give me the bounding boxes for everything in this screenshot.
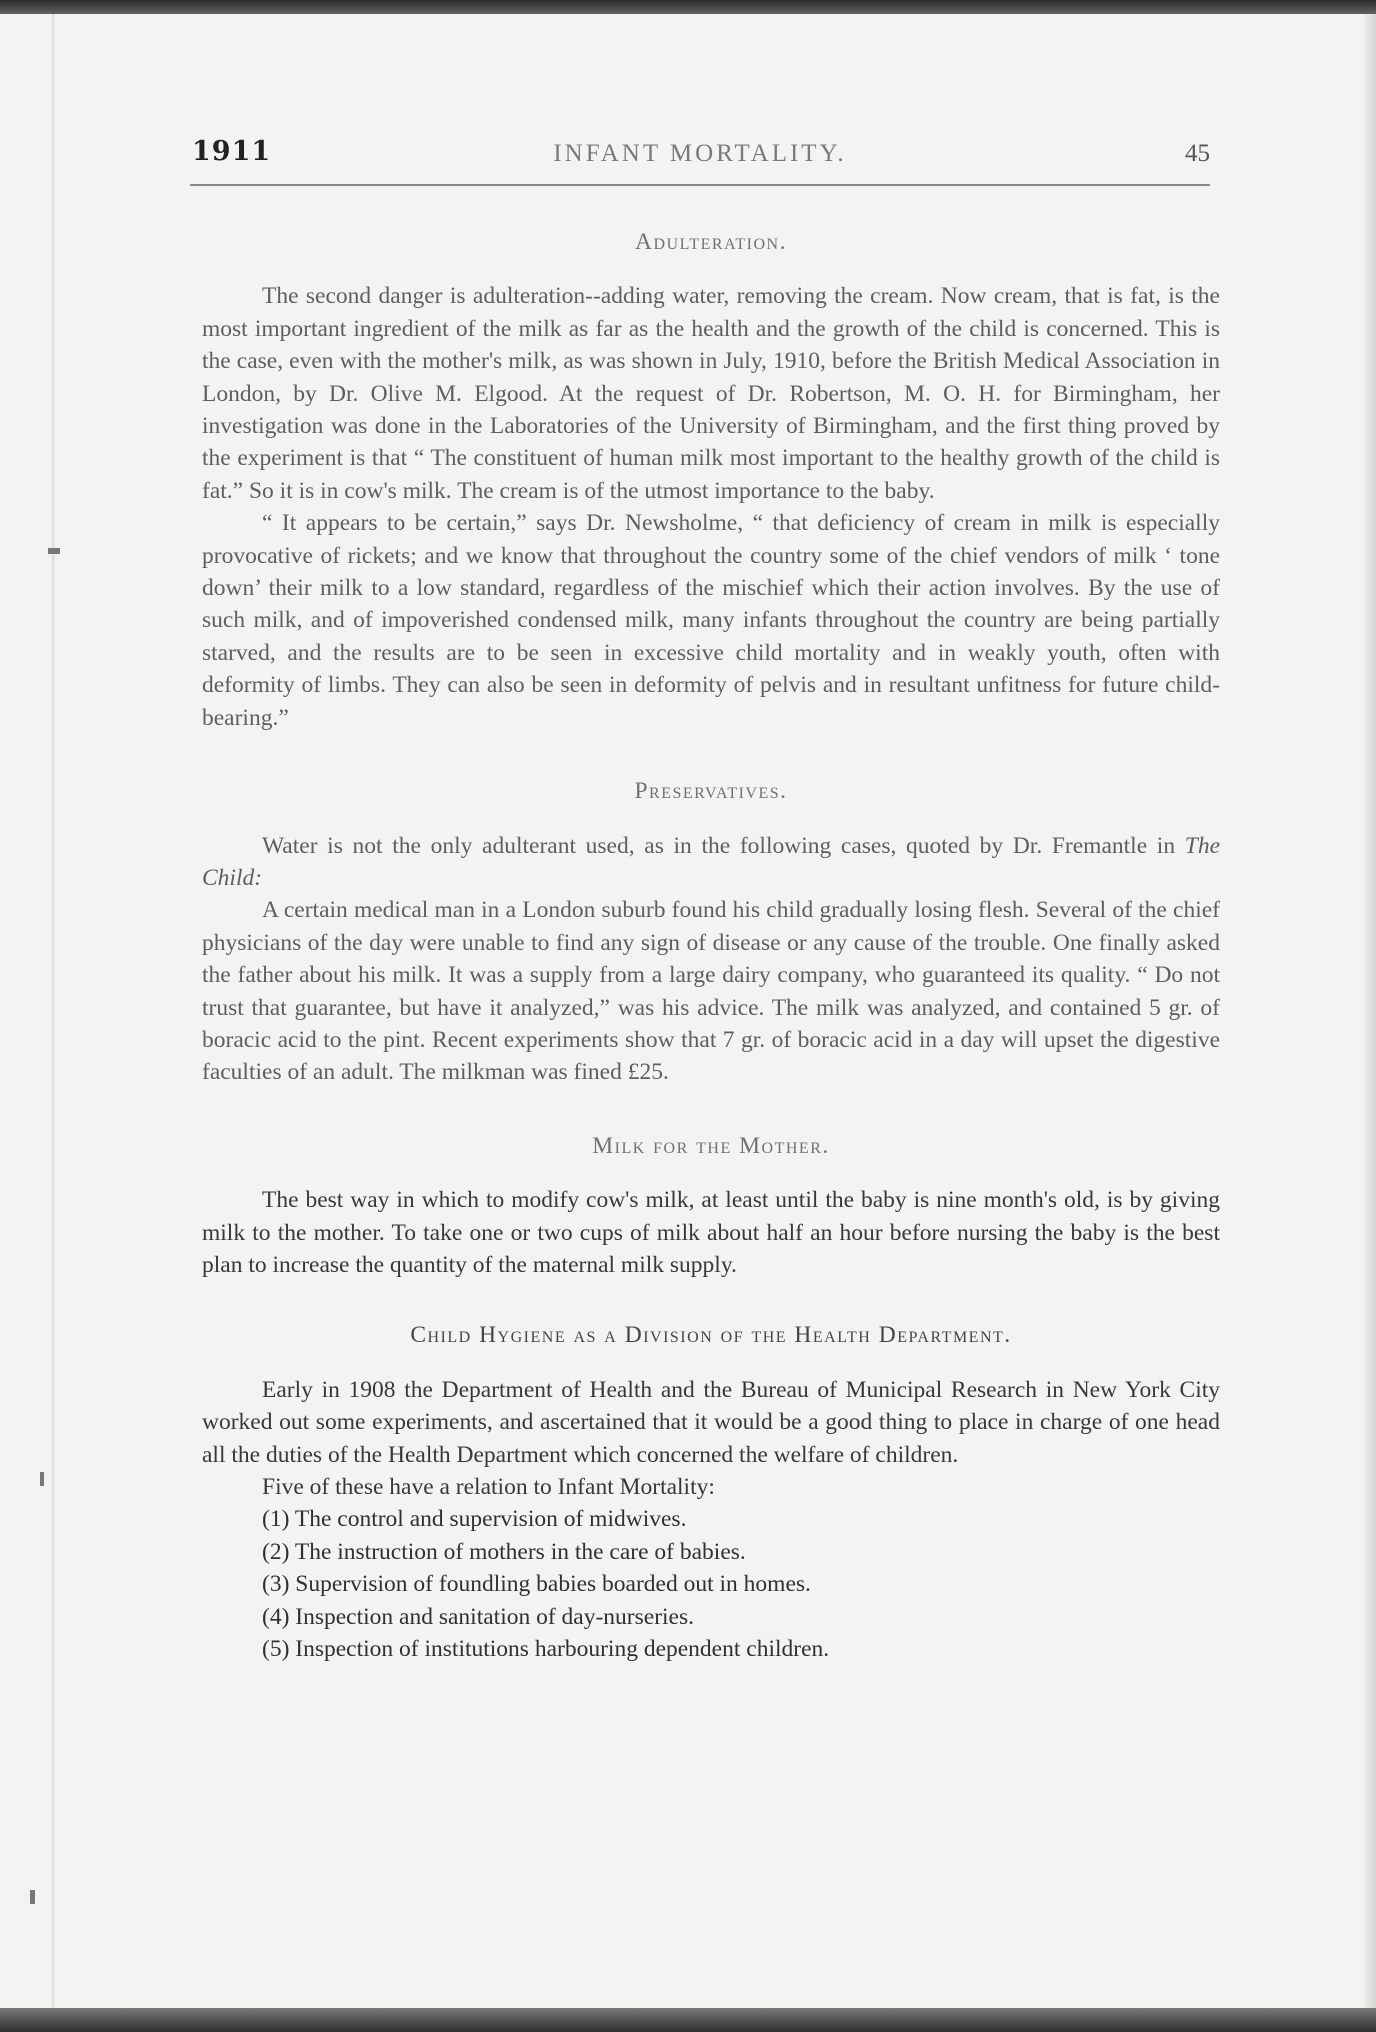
paragraph: “ It appears to be certain,” says Dr. Newsholme, “ that deficiency of cream in milk is especially provocative of rickets; and we know that throughout the country some of the chief vendors of milk ‘ tone down’ their milk to a low standard, regardless of the mischief which their action involves. By the use of such milk, and of impoverished condensed milk, many infants throughout the country are being partially starved, and the results are to be seen in excessive child mortality and in weakly youth, often with deformity of limbs. They can also be seen in deformity of pelvis and in resultant unfitness for future child-bearing.” [202, 510, 1220, 731]
page-edge-shadow [1362, 14, 1376, 2010]
margin-speck [30, 1890, 35, 1904]
list-item: (5) Inspection of institutions harbouring dependent children. [262, 1636, 830, 1663]
paragraph: The best way in which to modify cow's milk, at least until the baby is nine month's old, is by giving milk to the mother. To take one or two cups of milk about half an hour before nursing the baby is the best plan to increase the quantity of the maternal milk supply. [202, 1187, 1220, 1278]
paragraph: Five of these have a relation to Infant Mortality: [262, 1474, 715, 1500]
section-heading-child-hygiene: Child Hygiene as a Division of the Health Department. [410, 1322, 1012, 1349]
page-gutter [52, 14, 55, 2010]
scan-bottom-edge [0, 2008, 1376, 2032]
margin-speck [40, 1472, 44, 1486]
list-item: (1) The control and supervision of midwives. [262, 1506, 687, 1533]
list-item: (2) The instruction of mothers in the care of babies. [262, 1538, 746, 1565]
section-heading-adulteration: Adulteration. [635, 229, 787, 255]
list-item: (3) Supervision of foundling babies boarded out in homes. [262, 1571, 811, 1598]
section-heading-preservatives: Preservatives. [634, 778, 788, 805]
section-heading-milk-for-mother: Milk for the Mother. [592, 1132, 830, 1159]
paragraph: A certain medical man in a London suburb found his child gradually losing flesh. Several of the chief physicians of the day were unable to find any sign of disease or any cause of the trouble. One finally asked the father about his milk. It was a supply from a large dairy company, who guaranteed its quality. “ Do not trust that guarantee, but have it analyzed,” was his advice. The milk was analyzed, and contained 5 gr. of boracic acid to the pint. Recent experiments show that 7 gr. of boracic acid in a day will upset the digestive faculties of an adult. The milkman was fined £25. [202, 897, 1220, 1086]
header-rule [190, 184, 1210, 186]
page-number: 45 [1185, 140, 1210, 167]
paragraph [202, 830, 1220, 895]
paragraph: The second danger is adulteration--adding water, removing the cream. Now cream, that is fat, is the most important ingredient of the milk as far as the health and the growth of the child is concerned. This is the case, even with the mother's milk, as was shown in July, 1910, before the British Medical Association in London, by Dr. Olive M. Elgood. At the request of Dr. Robertson, M. O. H. for Birmingham, her investigation was done in the Laboratories of the University of Birmingham, and the first thing proved by the experiment is that “ The constituent of human milk most important to the healthy growth of the child is fat.” So it is in cow's milk. The cream is of the utmost importance to the baby. [202, 283, 1220, 504]
duties-list [202, 1503, 1220, 1665]
header-year: 1911 [192, 136, 272, 167]
paragraph: Early in 1908 the Department of Health and the Bureau of Municipal Research in New York City worked out some experiments, and ascertained that it would be a good thing to place in charge of one head all the duties of the Health Department which concerned the welfare of children. [202, 1376, 1220, 1468]
header-title: INFANT MORTALITY. [553, 140, 847, 167]
book-title: The Child: [202, 832, 1220, 891]
list-item: (4) Inspection and sanitation of day-nurseries. [262, 1603, 695, 1630]
page-body [202, 226, 1220, 1665]
paragraph-text: Water is not the only adulterant used, as in the following cases, quoted by Dr. Fremantle in [262, 832, 1185, 859]
running-header [190, 136, 1210, 180]
margin-speck [48, 548, 60, 554]
